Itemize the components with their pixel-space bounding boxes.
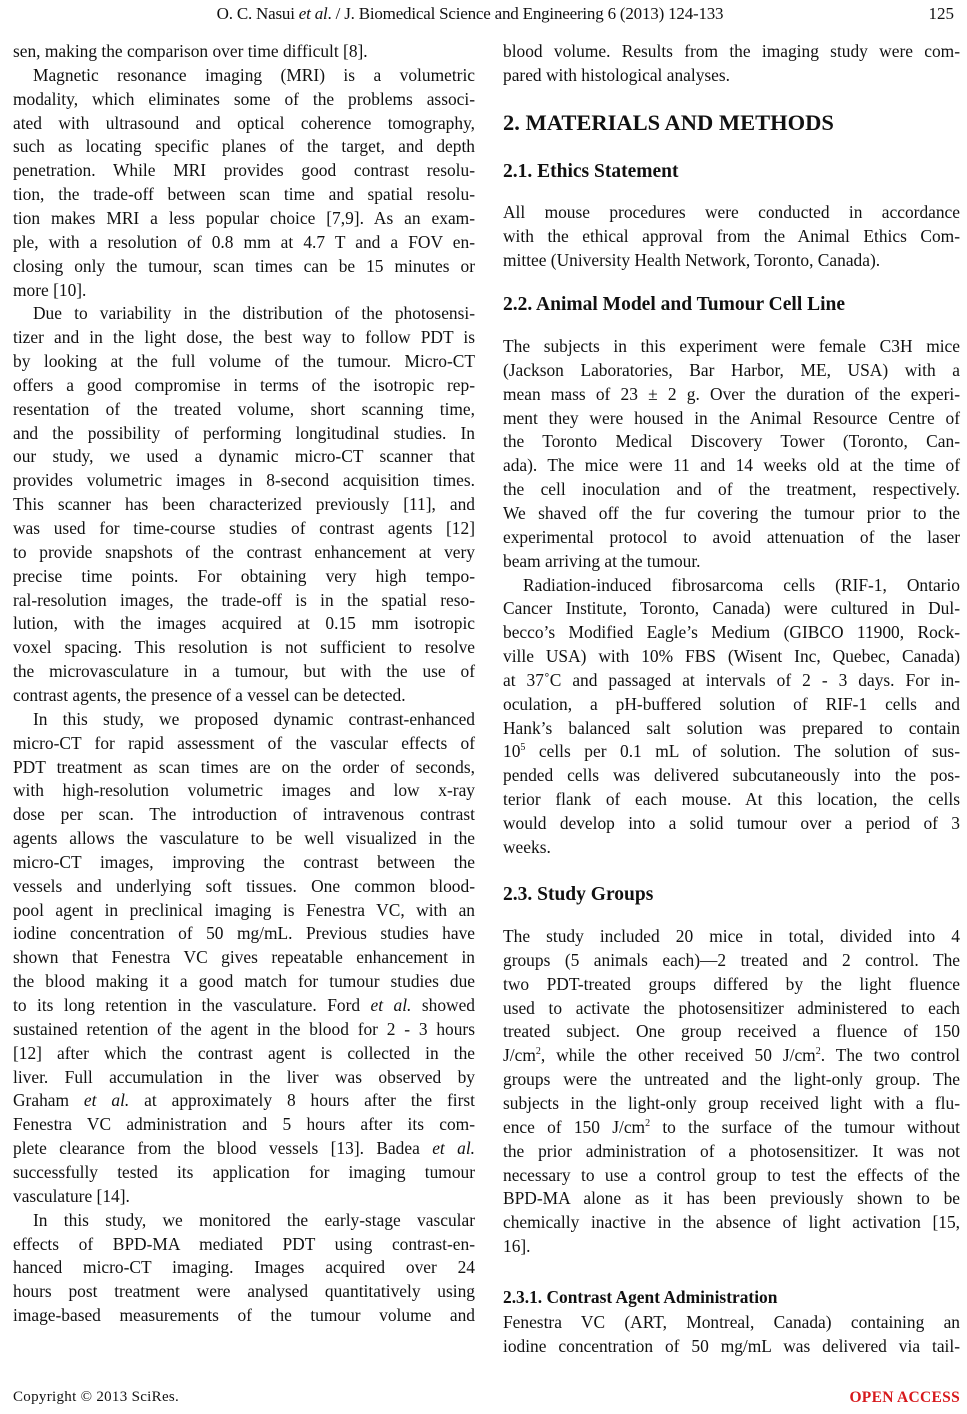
body-text-line: terior flank of each mouse. At this location, the cells bbox=[503, 789, 960, 810]
body-text-line: ated with ultrasound and optical coherence tomography, bbox=[13, 112, 475, 133]
body-text-line: at 37˚C and passaged at intervals of 2 - 3 days. For in- bbox=[503, 669, 960, 690]
body-text-line: beam arriving at the tumour. bbox=[503, 550, 701, 571]
body-text-line: experimental protocol to avoid attenuation of the laser bbox=[503, 526, 960, 547]
body-text-line: plete clearance from the blood vessels [13]. Badea et al. bbox=[13, 1138, 475, 1159]
body-text-line: the blood making it a good match for tumour studies due bbox=[13, 971, 475, 992]
body-text-line: vasculature [14]. bbox=[13, 1185, 130, 1206]
body-text-line: liver. Full accumulation in the liver was observed by bbox=[13, 1066, 475, 1087]
page-number: 125 bbox=[928, 4, 954, 23]
body-text-line: contrast agents, the presence of a vessel can be detected. bbox=[13, 684, 406, 705]
body-text-line: hanced micro-CT imaging. Images acquired over 24 bbox=[13, 1257, 475, 1278]
body-text-line: was used for time-course studies of contrast agents [12] bbox=[13, 518, 475, 538]
body-text-line: pool agent in preclinical imaging is Fenestra VC, with an bbox=[13, 899, 475, 920]
body-text-line: Hank’s balanced salt solution was prepared to contain bbox=[503, 717, 960, 738]
body-text-line: pended cells was delivered subcutaneously into the pos- bbox=[503, 765, 960, 786]
body-text-line: modality, which eliminates some of the problems associ- bbox=[13, 88, 475, 109]
running-title: O. C. Nasui et al. / J. Biomedical Science and Engineering 6 (2013) 124-133 bbox=[216, 4, 724, 23]
open-access-badge: OPEN ACCESS bbox=[849, 1389, 960, 1406]
body-text-line: closing only the tumour, scan times can be 15 minutes or bbox=[13, 255, 475, 276]
body-text-line: provides volumetric images in 8-second acquisition times. bbox=[13, 470, 475, 491]
body-text-line: Radiation-induced fibrosarcoma cells (RIF-1, Ontario bbox=[523, 574, 960, 595]
body-text-line: and the possibility of performing longitudinal studies. In bbox=[13, 422, 475, 443]
body-text-line: This scanner has been characterized previously [11], and bbox=[13, 494, 475, 515]
body-text-line: our study, we used a dynamic micro-CT scanner that bbox=[13, 446, 475, 467]
body-text-line: ence of 150 $J/cm^2$ to the surface of the tumour without bbox=[503, 1116, 960, 1137]
body-text-line: Fenestra VC (ART, Montreal, Canada) containing an bbox=[503, 1312, 960, 1332]
body-text-line: chemically inactive in the absence of light activation [15, bbox=[503, 1212, 960, 1233]
body-text-line: with high-resolution volumetric images and low x-ray bbox=[13, 780, 475, 801]
body-text-line: effects of BPD-MA mediated PDT using contrast-en- bbox=[13, 1233, 475, 1254]
body-text-line: micro-CT images, improving the contrast between the bbox=[13, 851, 475, 872]
body-text-line: oculation, a pH-buffered solution of RIF-1 cells and bbox=[503, 693, 960, 714]
body-text-line: offers a good compromise in terms of the isotropic rep- bbox=[13, 374, 475, 395]
body-text-line: ada). The mice were 11 and 14 weeks old at the time of bbox=[503, 455, 960, 476]
body-text-line: successfully tested its application for imaging tumour bbox=[13, 1161, 475, 1182]
subsection-heading-ethics: 2.1. Ethics Statement bbox=[503, 161, 679, 182]
body-text-line: becco’s Modified Eagle’s Medium (GIBCO 11900, Rock- bbox=[503, 622, 960, 643]
body-text-line: Fenestra VC administration and 5 hours after its com- bbox=[13, 1114, 475, 1135]
body-text-line: the cell inoculation and of the treatment, respectively. bbox=[503, 479, 960, 500]
body-text-line: blood volume. Results from the imaging study were com- bbox=[503, 41, 960, 61]
subsubsection-heading-contrast-agent: 2.3.1. Contrast Agent Administration bbox=[503, 1287, 778, 1307]
body-text-line: sustained retention of the agent in the blood for 2 - 3 hours bbox=[13, 1018, 475, 1039]
body-text-line: ville USA) with 10% FBS (Wisent Inc, Quebec, Canada) bbox=[503, 646, 960, 667]
body-text-line: resentation of the treated volume, short scanning time, bbox=[13, 398, 475, 419]
body-text-line: by looking at the full volume of the tumour. Micro-CT bbox=[13, 351, 475, 372]
body-text-line: more [10]. bbox=[13, 279, 87, 300]
body-text-line: to its long retention in the vasculature. Ford et al. showed bbox=[13, 995, 475, 1015]
section-heading-materials-methods: 2. MATERIALS AND METHODS bbox=[503, 110, 834, 135]
body-text-line: All mouse procedures were conducted in accordance bbox=[503, 202, 960, 222]
body-text-line: subjects in the light-only group received light with a flu- bbox=[503, 1092, 960, 1113]
body-text-line: iodine concentration of 50 mg/mL. Previous studies have bbox=[13, 923, 475, 944]
body-text-line: $10^5$ cells per 0.1 mL of solution. The solution of sus- bbox=[503, 741, 960, 762]
body-text-line: tizer and in the light dose, the best way to follow PDT is bbox=[13, 327, 475, 348]
body-text-line: tion makes MRI a less popular choice [7,9]. As an exam- bbox=[13, 207, 475, 228]
body-text-line: iodine concentration of 50 mg/mL was delivered via tail- bbox=[503, 1335, 960, 1356]
body-text-line: groups (5 animals each)—2 treated and 2 control. The bbox=[503, 949, 960, 970]
body-text-line: the prior administration of a photosensitizer. It was not bbox=[503, 1140, 960, 1161]
body-text-line: necessary to use a control group to test the effects of the bbox=[503, 1164, 960, 1185]
body-text-line: We shaved off the fur covering the tumour prior to the bbox=[503, 502, 960, 523]
body-text-line: groups were the untreated and the light-only group. The bbox=[503, 1069, 960, 1090]
body-text-line: The study included 20 mice in total, divided into 4 bbox=[503, 926, 960, 946]
body-text-line: such as locating specific planes of the target, and depth bbox=[13, 136, 475, 157]
body-text-line: Graham et al. at approximately 8 hours after the first bbox=[13, 1090, 475, 1111]
body-text-line: would develop into a solid tumour over a period of 3 bbox=[503, 813, 960, 833]
body-text-line: vessels and underlying soft tissues. One common blood- bbox=[13, 875, 475, 896]
body-text-line: to provide snapshots of the contrast enhancement at very bbox=[13, 541, 475, 562]
body-text-line: Cancer Institute, Toronto, Canada) were cultured in Dul- bbox=[503, 598, 960, 619]
body-text-line: shown that Fenestra VC gives repeatable enhancement in bbox=[13, 947, 475, 968]
body-text-line: with the ethical approval from the Animal Ethics Com- bbox=[503, 225, 960, 246]
body-text-line: two PDT-treated groups differed by the light fluence bbox=[503, 973, 960, 994]
body-text-line: agents allows the vasculature to be well visualized in the bbox=[13, 828, 475, 849]
body-text-line: PDT treatment as scan times are on the order of seconds, bbox=[13, 756, 475, 777]
body-text-line: ment they were housed in the Animal Resource Centre of bbox=[503, 407, 960, 428]
body-text-line: In this study, we monitored the early-stage vascular bbox=[33, 1209, 475, 1230]
body-text-line: micro-CT for rapid assessment of the vascular effects of bbox=[13, 732, 475, 753]
body-text-line: weeks. bbox=[503, 836, 551, 857]
body-text-line: Due to variability in the distribution of the photosensi- bbox=[33, 303, 475, 324]
body-text-line: penetration. While MRI provides good contrast resolu- bbox=[13, 160, 475, 181]
body-text-line: image-based measurements of the tumour volume and bbox=[13, 1305, 475, 1326]
body-text-line: (Jackson Laboratories, Bar Harbor, ME, USA) with a bbox=[503, 359, 960, 380]
body-text-line: mean mass of 23 ± 2 g. Over the duration of the experi- bbox=[503, 383, 960, 404]
body-text-line: the microvasculature in a tumour, but with the use of bbox=[13, 661, 475, 682]
subsection-heading-animal-model: 2.2. Animal Model and Tumour Cell Line bbox=[503, 294, 846, 315]
body-text-line: dose per scan. The introduction of intravenous contrast bbox=[13, 804, 475, 825]
body-text-line: lution, with the images acquired at 0.15 mm isotropic bbox=[13, 613, 475, 634]
body-text-line: BPD-MA alone as it has been previously shown to be bbox=[503, 1188, 960, 1209]
body-text-line: precise time points. For obtaining very high tempo- bbox=[13, 565, 475, 586]
body-text-line: Magnetic resonance imaging (MRI) is a volumetric bbox=[33, 64, 475, 85]
body-text-line: the Toronto Medical Discovery Tower (Toronto, Can- bbox=[503, 431, 960, 452]
running-header bbox=[0, 0, 967, 30]
body-text-line: treated subject. One group received a fluence of 150 bbox=[503, 1021, 960, 1042]
body-text-line: The subjects in this experiment were female C3H mice bbox=[503, 336, 960, 356]
body-text-line: pared with histological analyses. bbox=[503, 64, 730, 85]
body-text-line: ral-resolution images, the trade-off is in the spatial reso- bbox=[13, 589, 475, 610]
body-text-line: voxel spacing. This resolution is not sufficient to resolve bbox=[13, 637, 475, 658]
copyright-notice: Copyright © 2013 SciRes. bbox=[13, 1389, 180, 1405]
body-text-line: [12] after which the contrast agent is collected in the bbox=[13, 1042, 475, 1063]
body-text-line: hours post treatment were analysed quantitatively using bbox=[13, 1281, 475, 1302]
body-text-line: ple, with a resolution of 0.8 mm at 4.7 T and a FOV en- bbox=[13, 231, 475, 252]
body-text-line: tion, the trade-off between scan time and spatial resolu- bbox=[13, 184, 475, 205]
body-text-line: 16]. bbox=[503, 1236, 531, 1257]
body-text-line: mittee (University Health Network, Toronto, Canada). bbox=[503, 249, 881, 270]
body-text-line: used to activate the photosensitizer administered to each bbox=[503, 997, 960, 1018]
subsection-heading-study-groups: 2.3. Study Groups bbox=[503, 884, 654, 905]
body-text-line: sen, making the comparison over time difficult [8]. bbox=[13, 41, 368, 61]
body-text-line: $J/cm^2$, while the other received 50 $J/cm^2$. The two control bbox=[503, 1045, 960, 1066]
body-text-line: In this study, we proposed dynamic contrast-enhanced bbox=[33, 708, 475, 729]
